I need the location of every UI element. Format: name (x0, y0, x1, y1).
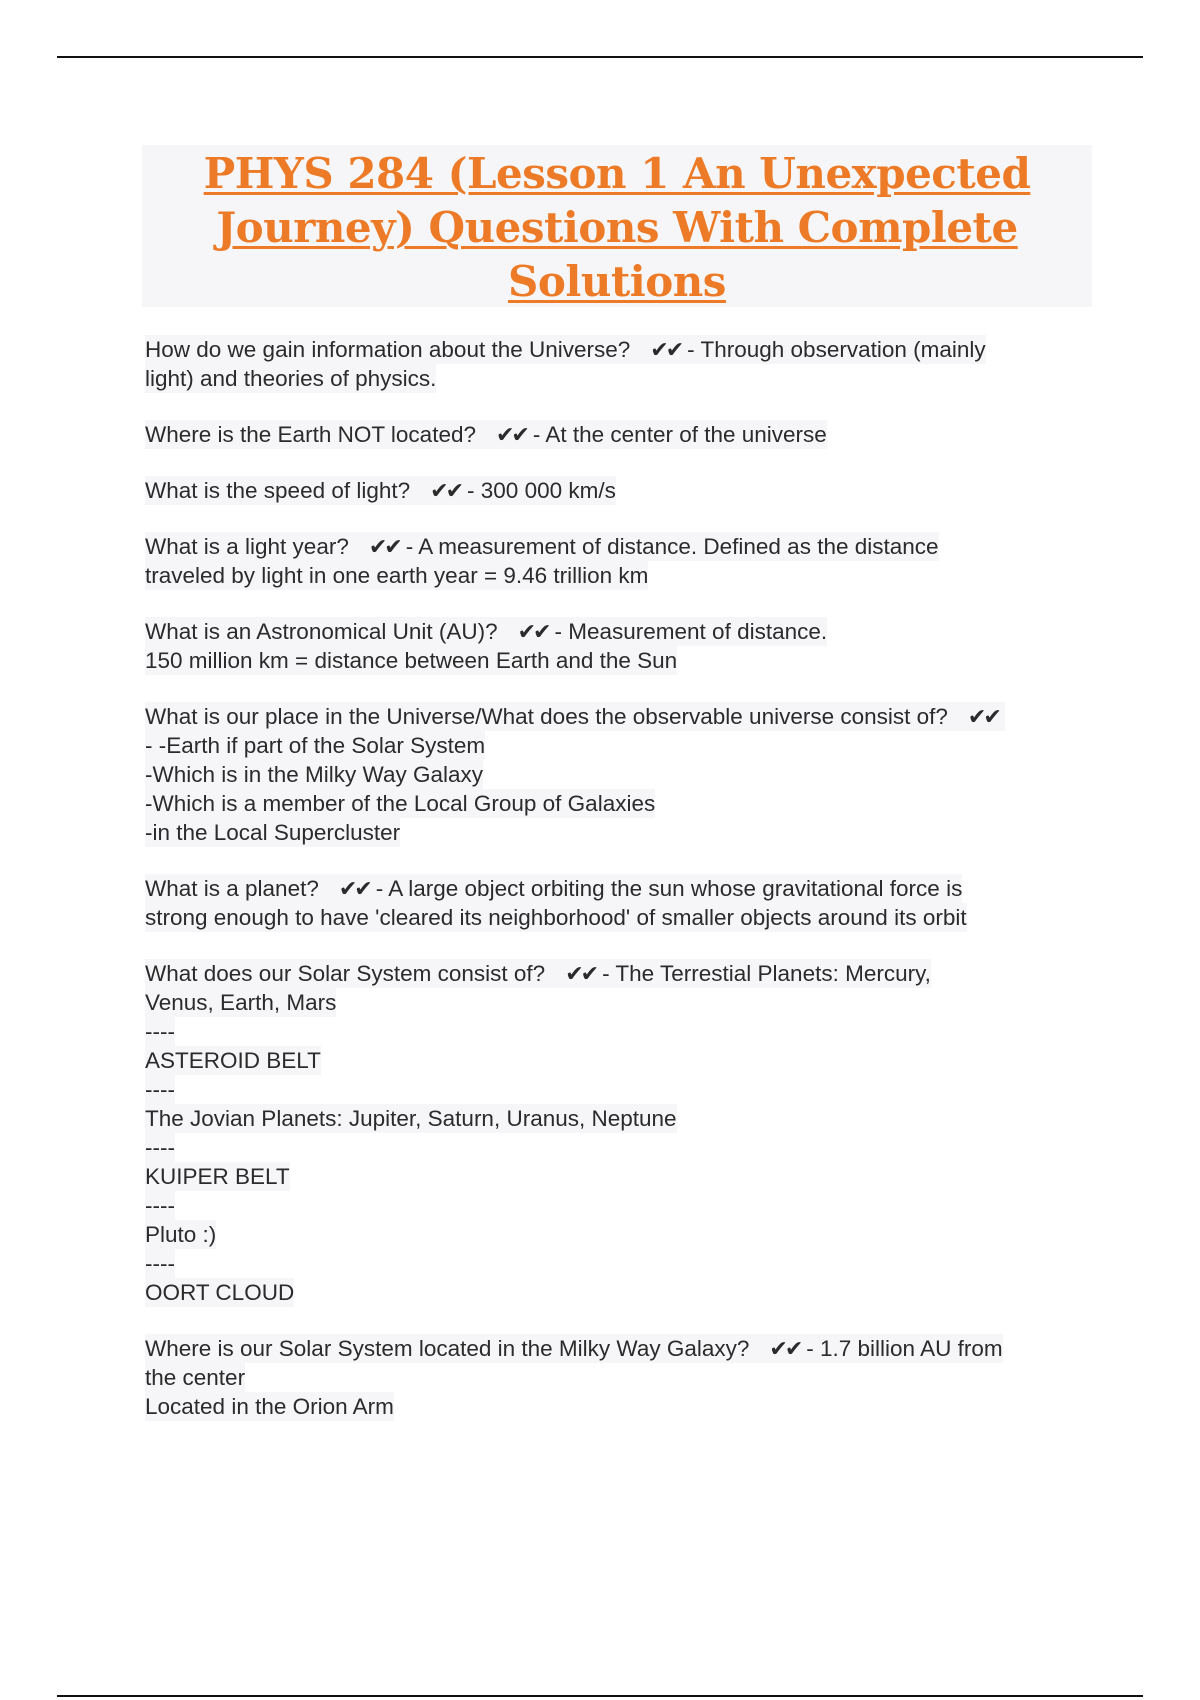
answer-line (145, 561, 648, 590)
bottom-rule (57, 1695, 1143, 1697)
qa-item (145, 476, 1100, 505)
qa-first-line (145, 476, 616, 505)
double-check-icon: ✔✔ (769, 1336, 801, 1361)
double-check-icon: ✔✔ (517, 619, 549, 644)
answer-line (145, 1363, 245, 1392)
answer-line (145, 1278, 294, 1307)
answer-text: -Which is a member of the Local Group of Galaxies (145, 791, 656, 816)
answer-line (145, 1162, 290, 1191)
answer-text: - -Earth if part of the Solar System (145, 733, 486, 758)
qa-first-line (145, 874, 962, 903)
answer-line (145, 646, 677, 675)
answer-line (145, 1220, 216, 1249)
answer-line (145, 818, 400, 847)
qa-item (145, 1334, 1100, 1421)
double-check-icon: ✔✔ (650, 337, 682, 362)
double-check-icon: ✔✔ (338, 876, 370, 901)
double-check-icon: ✔✔ (565, 961, 597, 986)
double-check-icon: ✔✔ (496, 422, 527, 447)
double-check-icon: ✔✔ (368, 534, 400, 559)
qa-item (145, 874, 1100, 932)
qa-item (145, 959, 1100, 1307)
qa-item (145, 532, 1100, 590)
question-text: What does our Solar System consist of? (145, 961, 546, 986)
answer-text: traveled by light in one earth year = 9.46 trillion km (145, 563, 649, 588)
answer-text: strong enough to have 'cleared its neighborhood' of smaller objects around its orbit (145, 905, 967, 930)
question-text: Where is the Earth NOT located? (145, 422, 476, 447)
double-check-icon: ✔✔ (430, 478, 462, 503)
answer-line (145, 731, 485, 760)
qa-item (145, 702, 1100, 847)
question-text: How do we gain information about the Universe? (145, 337, 631, 362)
answer-text: the center (145, 1365, 246, 1390)
answer-text: ---- (145, 1135, 175, 1160)
answer-text: ---- (145, 1077, 175, 1102)
answer-line (145, 1104, 677, 1133)
answer-text: KUIPER BELT (145, 1164, 290, 1189)
question-text: What is a planet? (145, 876, 319, 901)
answer-line (145, 1017, 175, 1046)
answer-text: - A measurement of distance. Defined as the distance (405, 534, 939, 559)
qa-first-line (145, 959, 931, 988)
question-text: What is the speed of light? (145, 478, 411, 503)
qa-item (145, 420, 1100, 449)
answer-text: - Through observation (mainly (687, 337, 986, 362)
question-text: What is a light year? (145, 534, 349, 559)
answer-line (145, 1133, 175, 1162)
double-check-icon: ✔✔ (967, 704, 999, 729)
question-text: Where is our Solar System located in the Milky Way Galaxy? (145, 1336, 750, 1361)
answer-line (145, 1191, 175, 1220)
answer-text: Located in the Orion Arm (145, 1394, 394, 1419)
qa-first-line (145, 1334, 1003, 1363)
answer-line (145, 1392, 394, 1421)
answer-text: ---- (145, 1251, 175, 1276)
answer-text: ---- (145, 1019, 175, 1044)
answer-text: ---- (145, 1193, 175, 1218)
answer-text: - A large object orbiting the sun whose gravitational force is (375, 876, 963, 901)
answer-text: -in the Local Supercluster (145, 820, 401, 845)
answer-line (145, 789, 655, 818)
question-text: What is an Astronomical Unit (AU)? (145, 619, 498, 644)
answer-text: OORT CLOUD (145, 1280, 295, 1305)
answer-line (145, 1046, 321, 1075)
answer-line (145, 988, 336, 1017)
qa-list (145, 335, 1100, 1448)
qa-first-line (145, 617, 827, 646)
qa-first-line (145, 335, 986, 364)
answer-text: The Jovian Planets: Jupiter, Saturn, Uranus, Neptune (145, 1106, 677, 1131)
answer-text: -Which is in the Milky Way Galaxy (145, 762, 483, 787)
answer-text: ASTEROID BELT (145, 1048, 321, 1073)
answer-line (145, 1075, 175, 1104)
answer-text: - 1.7 billion AU from (806, 1336, 1003, 1361)
qa-first-line (145, 420, 827, 449)
qa-first-line (145, 702, 1005, 731)
title-block (142, 145, 1092, 307)
top-rule (57, 56, 1143, 58)
answer-line (145, 760, 483, 789)
answer-text: Venus, Earth, Mars (145, 990, 337, 1015)
answer-text: light) and theories of physics. (145, 366, 437, 391)
question-text: What is our place in the Universe/What does the observable universe consist of? (145, 704, 948, 729)
qa-first-line (145, 532, 939, 561)
answer-line (145, 1249, 175, 1278)
answer-text: Pluto :) (145, 1222, 217, 1247)
document-title: PHYS 284 (Lesson 1 An Unexpected Journey) Questions With Complete Solutions (203, 149, 1031, 306)
answer-line (145, 364, 436, 393)
answer-text: - 300 000 km/s (467, 478, 616, 503)
answer-text: 150 million km = distance between Earth and the Sun (145, 648, 678, 673)
answer-text: - At the center of the universe (532, 422, 827, 447)
qa-item (145, 335, 1100, 393)
answer-text: - The Terrestial Planets: Mercury, (602, 961, 931, 986)
answer-line (145, 903, 967, 932)
answer-text: - Measurement of distance. (554, 619, 828, 644)
qa-item (145, 617, 1100, 675)
